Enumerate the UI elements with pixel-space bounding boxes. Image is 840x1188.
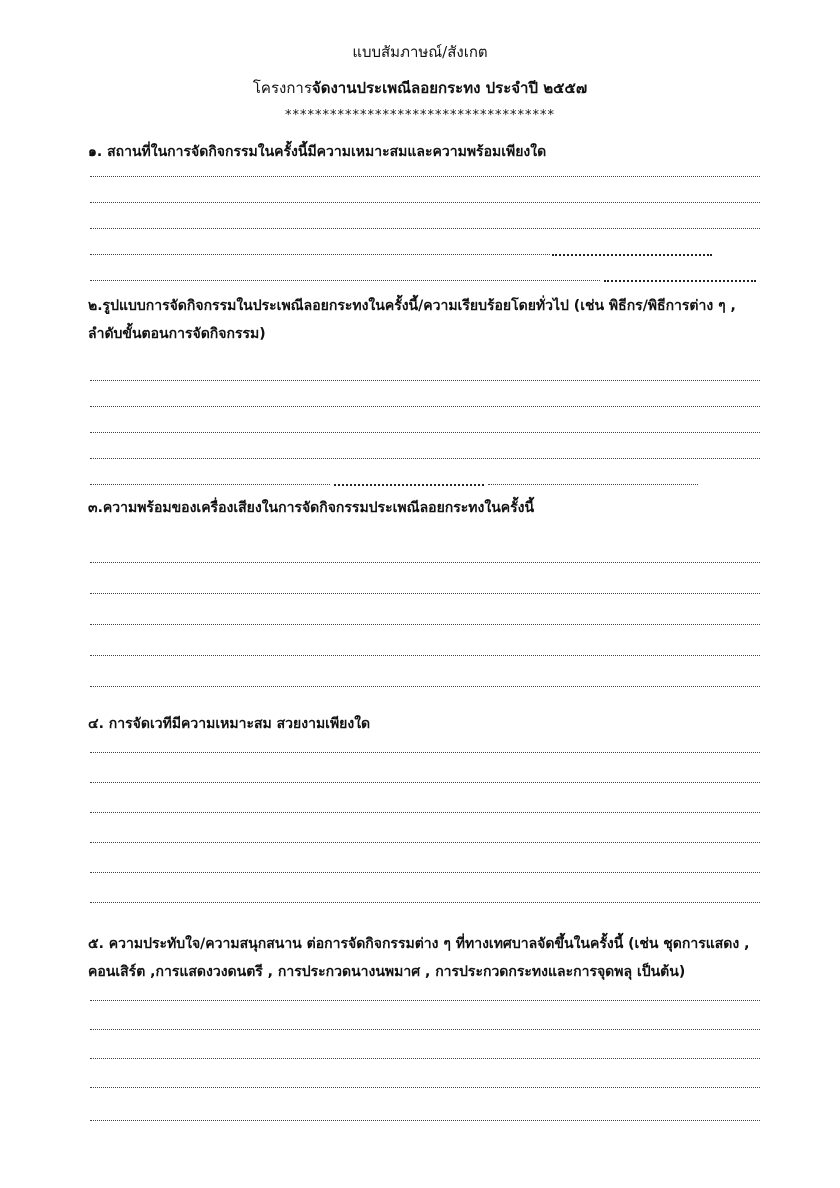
answer-line[interactable] (334, 484, 484, 486)
answer-line[interactable] (90, 686, 760, 687)
answer-line[interactable] (90, 176, 760, 177)
answer-line[interactable] (90, 1000, 760, 1001)
question-2: ๒.รูปแบบการจัดกิจกรรมในประเพณีลอยกระทงในครั้งนี้/ความเรียบร้อยโดยทั่วไป (เช่น พิธีกร/พิธีการต่าง ๆ , ลำดับขั้นตอนการจัดกิจกรรม) (88, 298, 736, 342)
answer-line[interactable] (552, 254, 712, 256)
project-title (0, 76, 840, 100)
answer-line[interactable] (604, 280, 756, 282)
answer-line[interactable] (90, 812, 760, 813)
answer-line[interactable] (90, 432, 760, 433)
answer-line[interactable] (90, 593, 760, 594)
answer-line[interactable] (90, 280, 600, 281)
project-title-name: จัดงานประเพณีลอยกระทง ประจำปี ๒๕๕๗ (311, 79, 588, 97)
question-1: ๑. สถานที่ในการจัดกิจกรรมในครั้งนี้มีความเหมาะสมและความพร้อมเพียงใด (88, 144, 547, 160)
asterisk-separator: ************************************ (285, 108, 555, 123)
answer-line[interactable] (90, 902, 760, 903)
answer-line[interactable] (90, 842, 760, 843)
answer-line[interactable] (90, 655, 760, 656)
answer-line[interactable] (90, 872, 760, 873)
answer-line[interactable] (90, 624, 760, 625)
answer-line[interactable] (90, 1087, 760, 1088)
answer-line[interactable] (488, 484, 698, 485)
question-3: ๓.ความพร้อมของเครื่องเสียงในการจัดกิจกรรมประเพณีลอยกระทงในครั้งนี้ (88, 500, 535, 516)
question-4: ๔. การจัดเวทีมีความเหมาะสม สวยงามเพียงใด (88, 716, 371, 732)
answer-line[interactable] (90, 254, 550, 255)
answer-line[interactable] (90, 406, 760, 407)
answer-line[interactable] (90, 458, 760, 459)
answer-line[interactable] (90, 380, 760, 381)
project-title-prefix: โครงการ (252, 79, 312, 97)
answer-line[interactable] (90, 202, 760, 203)
answer-line[interactable] (90, 1029, 760, 1030)
answer-line[interactable] (90, 1120, 760, 1121)
form-type-title: แบบสัมภาษณ์/สังเกต (352, 43, 488, 61)
answer-line[interactable] (90, 1058, 760, 1059)
answer-line[interactable] (90, 782, 760, 783)
answer-line[interactable] (90, 228, 760, 229)
answer-line[interactable] (90, 562, 760, 563)
question-5: ๕. ความประทับใจ/ความสนุกสนาน ต่อการจัดกิจกรรมต่าง ๆ ที่ทางเทศบาลจัดขึ้นในครั้งนี้ (เช่น ชุดการแสดง , คอนเสิร์ต ,การแสดงวงดนตรี , การประกวดนางนพมาศ , การประกวดกระทงและการจุดพลุ เป็นต้น) (88, 936, 750, 980)
answer-line[interactable] (90, 752, 760, 753)
answer-line[interactable] (90, 484, 330, 485)
